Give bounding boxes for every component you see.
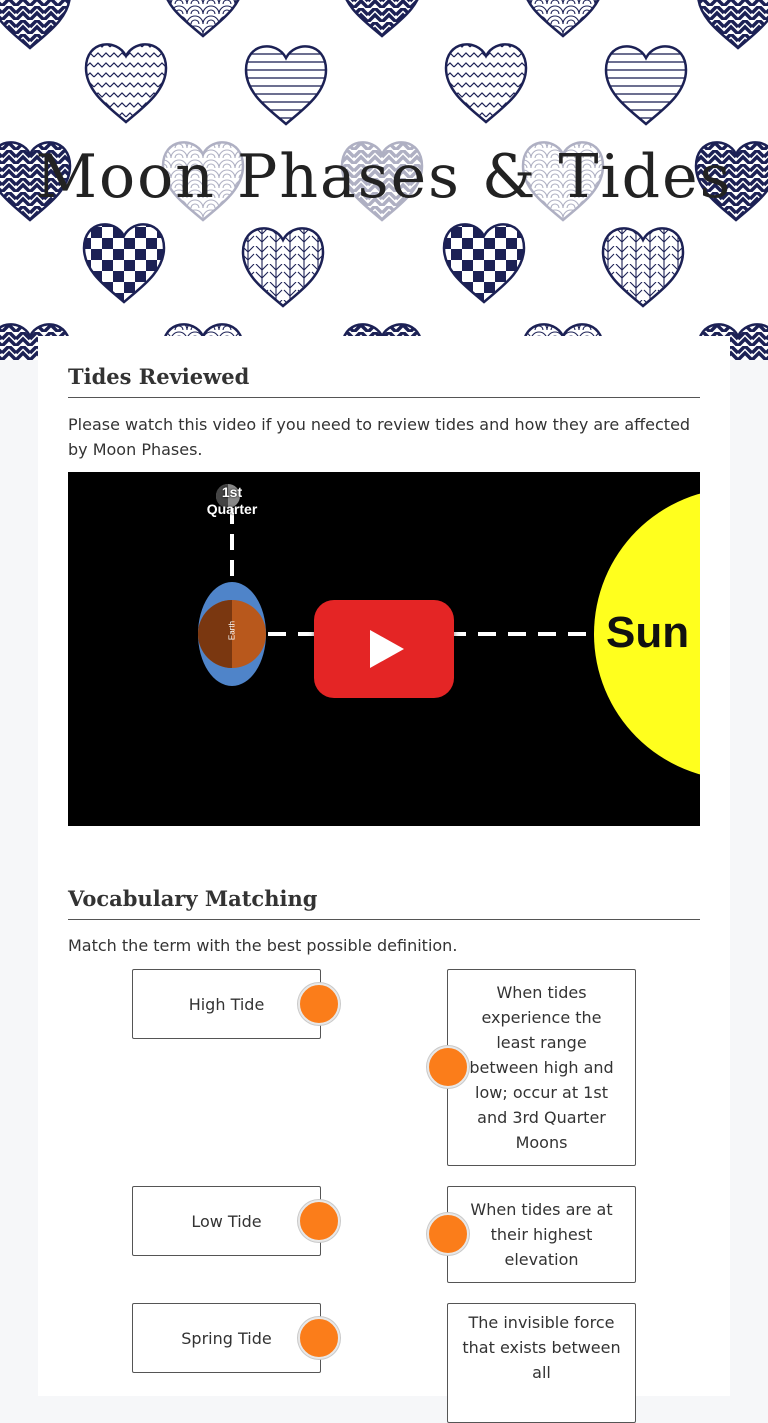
match-handle-definition-2[interactable]	[427, 1213, 469, 1255]
moon-label: 1st Quarter	[206, 484, 258, 517]
term-low-tide[interactable]: Low Tide	[132, 1186, 321, 1256]
term-spring-tide[interactable]: Spring Tide	[132, 1303, 321, 1373]
header-banner	[0, 0, 768, 360]
play-button[interactable]	[314, 600, 454, 698]
section-heading-tides: Tides Reviewed	[68, 364, 700, 398]
youtube-play-icon	[314, 600, 454, 698]
match-handle-definition-1[interactable]	[427, 1046, 469, 1088]
section-heading-vocab: Vocabulary Matching	[68, 886, 700, 920]
video-player[interactable]	[68, 472, 700, 826]
tides-instructions: Please watch this video if you need to review tides and how they are affected by Moon Phases.	[68, 415, 691, 459]
match-handle-term-3[interactable]	[298, 1317, 340, 1359]
term-high-tide[interactable]: High Tide	[132, 969, 321, 1039]
match-handle-term-1[interactable]	[298, 983, 340, 1025]
worksheet-card	[38, 336, 730, 1396]
match-handle-term-2[interactable]	[298, 1200, 340, 1242]
definition-gravity[interactable]: The invisible force that exists between all	[447, 1303, 636, 1423]
definition-high-tide[interactable]: When tides are at their highest elevation	[447, 1186, 636, 1283]
sun-label: Sun	[606, 608, 690, 657]
earth-label: Earth	[227, 620, 237, 641]
page-title: Moon Phases & Tides	[35, 142, 733, 212]
vocab-instructions: Match the term with the best possible definition.	[68, 936, 458, 955]
definition-neap-tide[interactable]: When tides experience the least range between high and low; occur at 1st and 3rd Quarter Moons	[447, 969, 636, 1166]
